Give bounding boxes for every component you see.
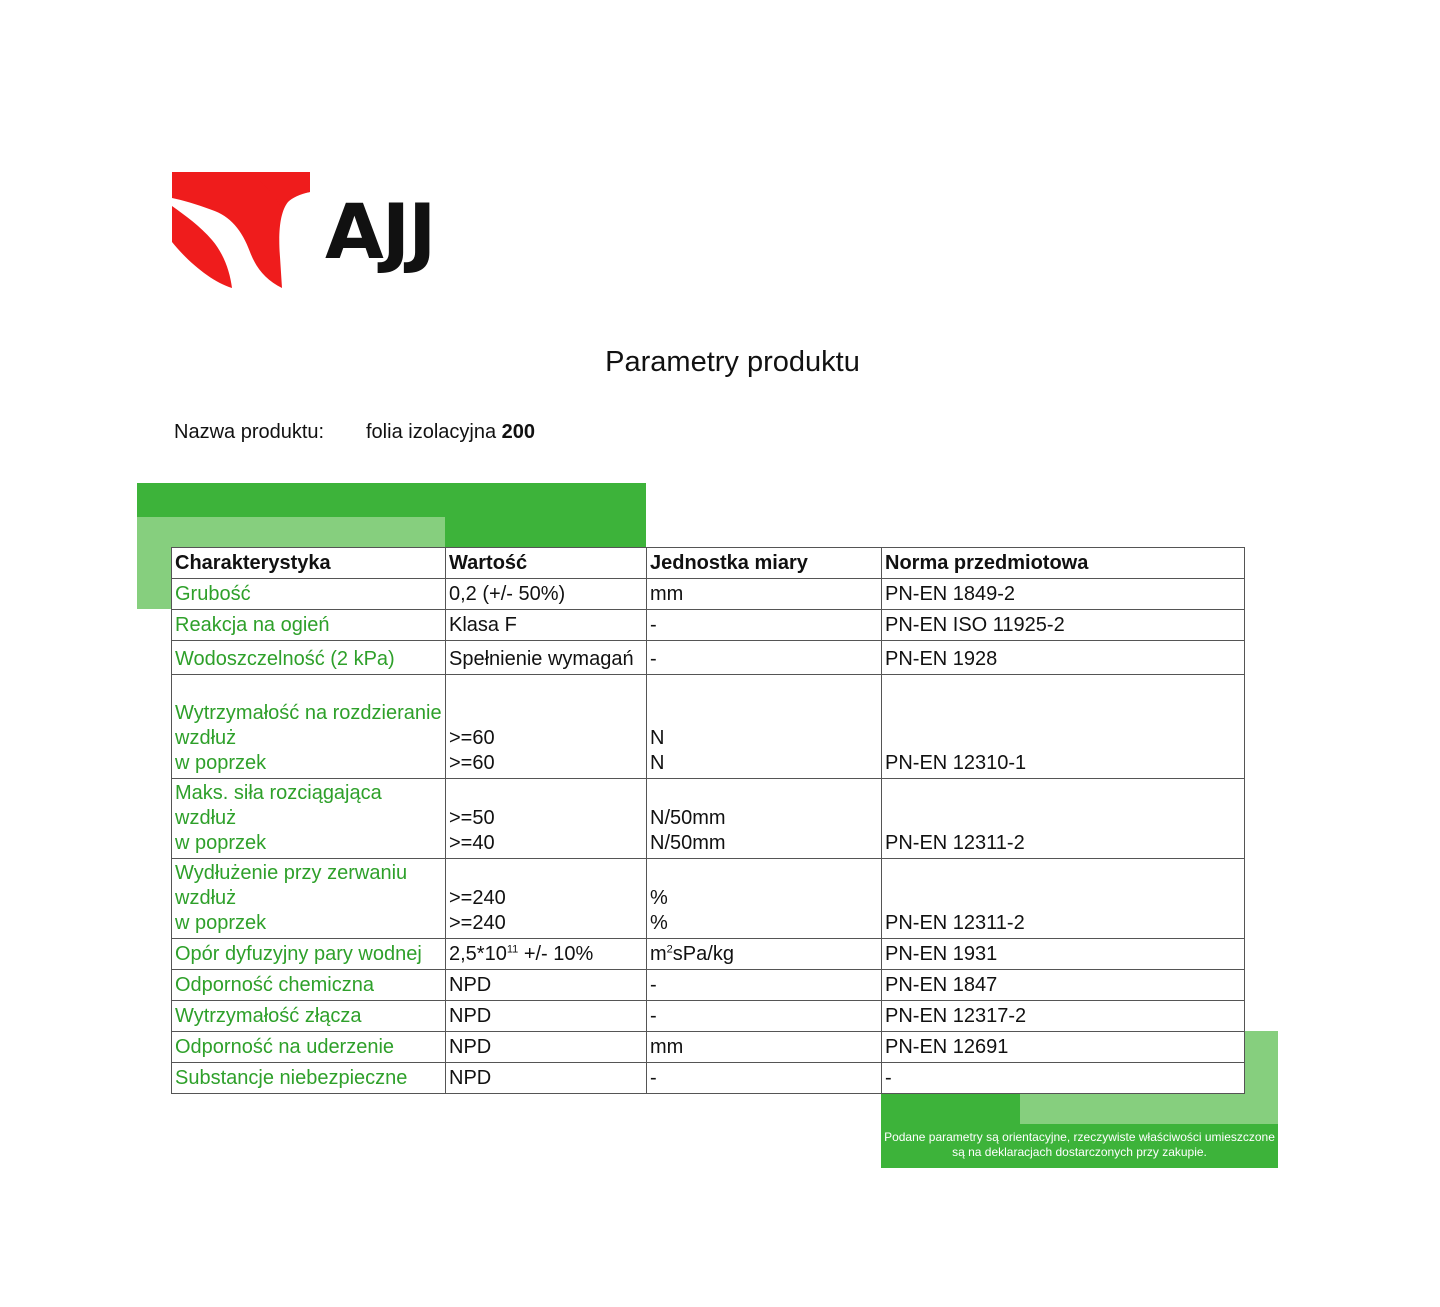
decor-bar-mid-dark xyxy=(445,517,646,548)
unit-base: m xyxy=(650,943,667,965)
header-standard: Norma przedmiotowa xyxy=(882,548,1245,579)
table-row xyxy=(172,610,1245,641)
row-standard: PN-EN 12311-2 xyxy=(882,859,1245,939)
row-characteristic: Reakcja na ogień xyxy=(172,610,446,641)
row-value: NPD xyxy=(446,1063,647,1094)
row-characteristic: Wydłużenie przy zerwaniu wzdłuż w poprzek xyxy=(172,859,446,939)
product-name-number: 200 xyxy=(501,421,535,443)
row-unit: mm xyxy=(647,1032,882,1063)
row-standard: PN-EN ISO 11925-2 xyxy=(882,610,1245,641)
row-unit: - xyxy=(647,641,882,675)
table-row xyxy=(172,779,1245,859)
table-row xyxy=(172,579,1245,610)
row-unit: - xyxy=(647,610,882,641)
unit-exponent: 2 xyxy=(666,943,673,956)
row-unit xyxy=(647,939,882,970)
row-characteristic: Odporność chemiczna xyxy=(172,970,446,1001)
decor-bar-right xyxy=(1244,1031,1278,1094)
table-row xyxy=(172,1032,1245,1063)
row-characteristic: Odporność na uderzenie xyxy=(172,1032,446,1063)
row-characteristic: Opór dyfuzyjny pary wodnej xyxy=(172,939,446,970)
row-characteristic: Wodoszczelność (2 kPa) xyxy=(172,641,446,675)
parameters-table xyxy=(171,547,1245,1094)
table-row xyxy=(172,939,1245,970)
row-value xyxy=(446,939,647,970)
value-exponent: 11 xyxy=(506,943,519,956)
row-unit: mm xyxy=(647,579,882,610)
row-value: >=240 >=240 xyxy=(446,859,647,939)
decor-bar-top xyxy=(137,483,646,517)
row-characteristic: Wytrzymałość złącza xyxy=(172,1001,446,1032)
logo-text: AJJ xyxy=(325,187,435,276)
company-logo xyxy=(172,172,447,288)
header-unit: Jednostka miary xyxy=(647,548,882,579)
table-row xyxy=(172,970,1245,1001)
unit-rest: sPa/kg xyxy=(672,943,734,965)
row-characteristic: Grubość xyxy=(172,579,446,610)
table-header-row xyxy=(172,548,1245,579)
disclaimer-note xyxy=(881,1124,1278,1168)
table-row xyxy=(172,1063,1245,1094)
table-row xyxy=(172,859,1245,939)
table-row xyxy=(172,641,1245,675)
page-title: Parametry produktu xyxy=(605,346,860,378)
header-value: Wartość xyxy=(446,548,647,579)
row-standard: PN-EN 12311-2 xyxy=(882,779,1245,859)
row-characteristic: Substancje niebezpieczne xyxy=(172,1063,446,1094)
value-base: 2,5*10 xyxy=(449,943,507,965)
decor-bar-bottom-light xyxy=(1020,1094,1278,1124)
row-value: NPD xyxy=(446,1032,647,1063)
row-value: >=50 >=40 xyxy=(446,779,647,859)
product-label: Nazwa produktu: xyxy=(174,421,325,443)
row-standard: - xyxy=(882,1063,1245,1094)
row-value: 0,2 (+/- 50%) xyxy=(446,579,647,610)
disclaimer-text: Podane parametry są orientacyjne, rzeczywiste właściwości umieszczone są na deklaracjach dostarczonych przy zakupie. xyxy=(884,1130,1275,1159)
product-name xyxy=(366,421,535,444)
decor-bar-bottom-dark xyxy=(881,1094,1020,1124)
row-value: NPD xyxy=(446,970,647,1001)
row-unit: - xyxy=(647,970,882,1001)
row-characteristic: Wytrzymałość na rozdzieranie wzdłuż w poprzek xyxy=(172,675,446,779)
row-value: Klasa F xyxy=(446,610,647,641)
row-standard: PN-EN 1849-2 xyxy=(882,579,1245,610)
table-row xyxy=(172,1001,1245,1032)
row-unit: N N xyxy=(647,675,882,779)
row-standard: PN-EN 1931 xyxy=(882,939,1245,970)
row-value: NPD xyxy=(446,1001,647,1032)
row-standard: PN-EN 1847 xyxy=(882,970,1245,1001)
row-standard: PN-EN 12317-2 xyxy=(882,1001,1245,1032)
row-standard: PN-EN 12310-1 xyxy=(882,675,1245,779)
value-rest: +/- 10% xyxy=(518,943,594,965)
product-name-text: folia izolacyjna xyxy=(366,421,502,443)
row-value: >=60 >=60 xyxy=(446,675,647,779)
row-characteristic: Maks. siła rozciągająca wzdłuż w poprzek xyxy=(172,779,446,859)
decor-bar-mid-light xyxy=(137,517,445,548)
row-standard: PN-EN 1928 xyxy=(882,641,1245,675)
row-standard: PN-EN 12691 xyxy=(882,1032,1245,1063)
decor-bar-side xyxy=(137,548,171,609)
header-characteristic: Charakterystyka xyxy=(172,548,446,579)
table-row xyxy=(172,675,1245,779)
row-unit: N/50mm N/50mm xyxy=(647,779,882,859)
row-value: Spełnienie wymagań xyxy=(446,641,647,675)
row-unit: - xyxy=(647,1063,882,1094)
row-unit: - xyxy=(647,1001,882,1032)
row-unit: % % xyxy=(647,859,882,939)
